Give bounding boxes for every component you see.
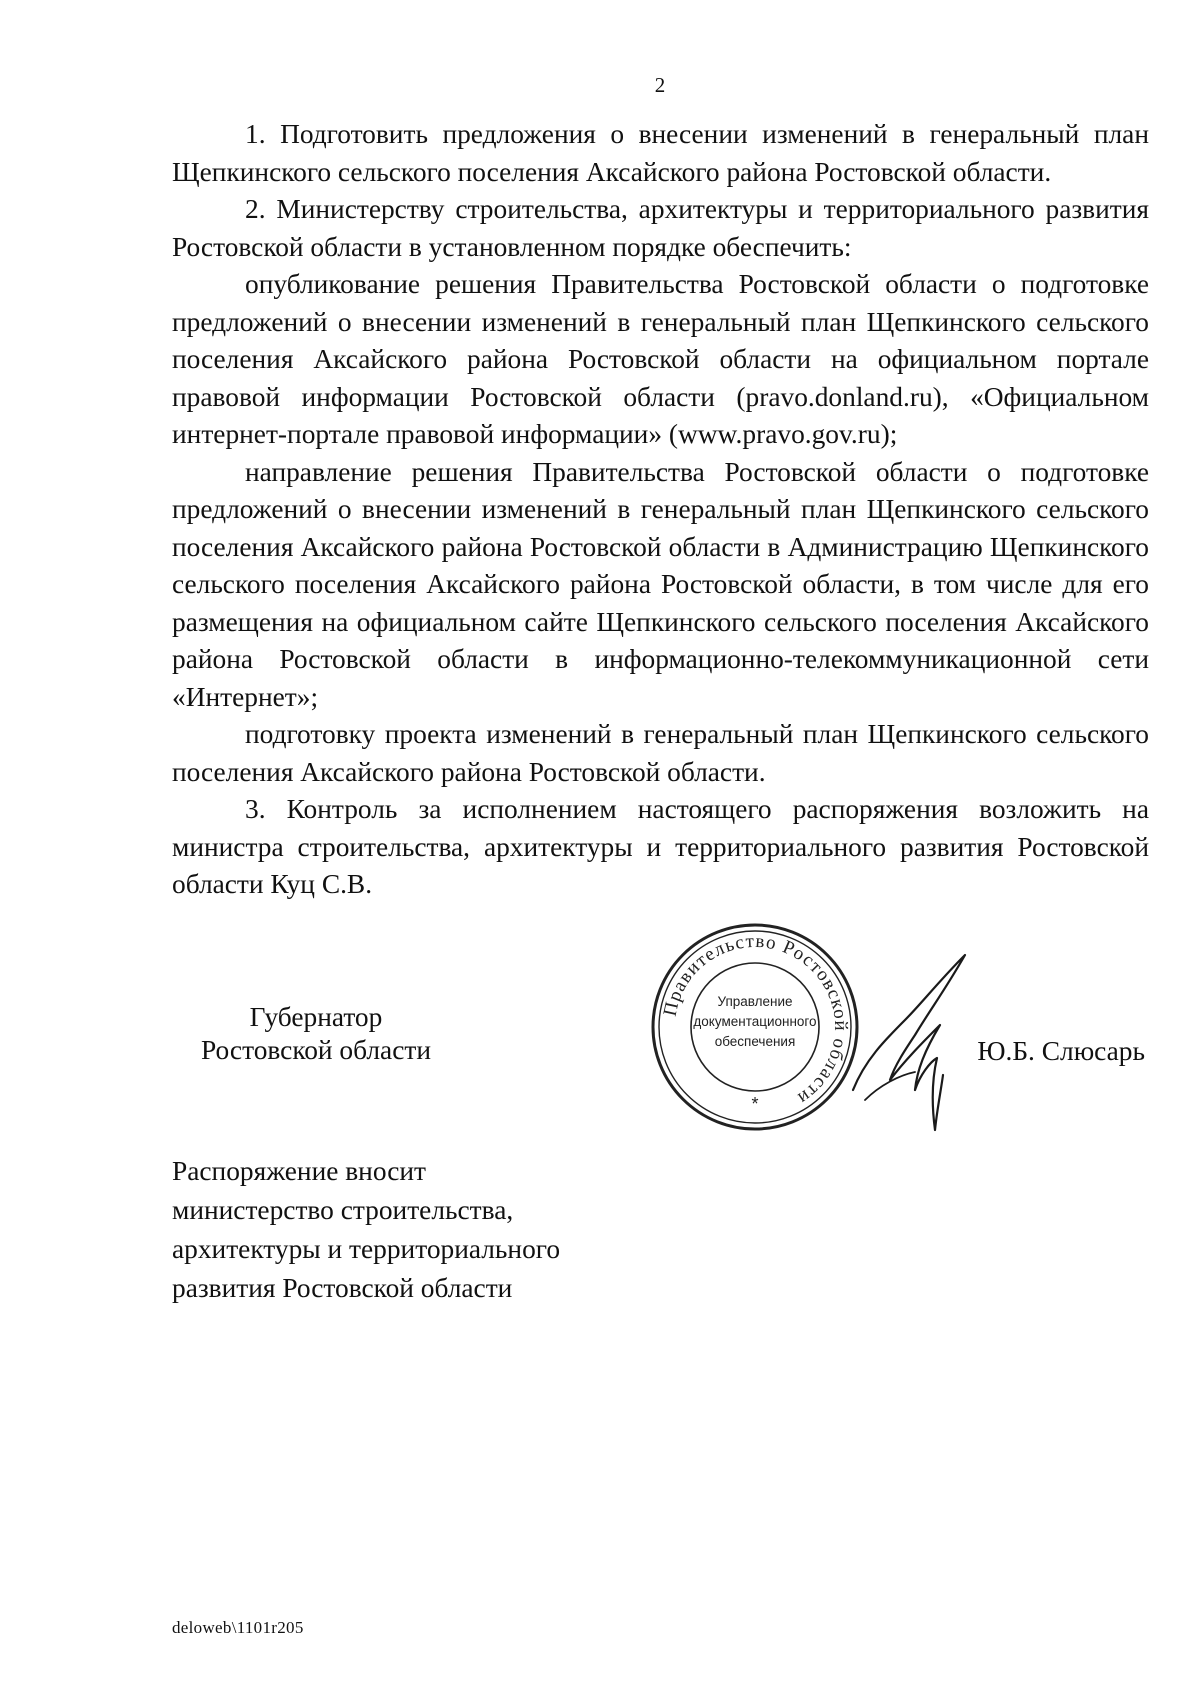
seal-inner-line-1: Управление [717, 994, 793, 1009]
clause-2: 2. Министерству строительства, архитектуры и территориального развития Ростовской области в установленном порядке обеспечить: [172, 194, 1149, 262]
signer-position-line-1: Губернатор [249, 1002, 383, 1032]
clause-3: 3. Контроль за исполнением настоящего распоряжения возложить на министра строительства, архитектуры и территориального развития Ростовской области Куц С.В. [172, 794, 1149, 899]
submitted-line-3: архитектуры и территориального [172, 1234, 561, 1264]
clause-2-direction: направление решения Правительства Ростовской области о подготовке предложений о внесении изменений в генеральный план Щепкинского сельского поселения Аксайского района Ростовской области в Администрацию Щепкинского сельского поселения Аксайского района Ростовской области, в том числе для его размещения на официальном сайте Щепкинского сельского поселения Аксайского района Ростовской области в информационно-телекоммуникационной сети «Интернет»; [172, 456, 1149, 712]
submitted-by-note [172, 1152, 560, 1308]
clause-1: 1. Подготовить предложения о внесении изменений в генеральный план Щепкинского сельского поселения Аксайского района Ростовской области. [172, 119, 1149, 187]
signer-position-line-2: Ростовской области [201, 1035, 431, 1065]
submitted-line-1: Распоряжение вносит [172, 1156, 426, 1186]
clause-2-preparation: подготовку проекта изменений в генеральный план Щепкинского сельского поселения Аксайского района Ростовской области. [172, 719, 1149, 787]
document-code: deloweb\1101r205 [172, 1618, 304, 1637]
submitted-line-2: министерство строительства, [172, 1195, 514, 1225]
submitted-line-4: развития Ростовской области [172, 1273, 513, 1303]
official-seal [650, 922, 860, 1132]
seal-star: * [751, 1094, 759, 1114]
page-number: 2 [654, 73, 666, 97]
seal-outer-text: Правительство Ростовской области [659, 930, 852, 1110]
signer-name: Ю.Б. Слюсарь [977, 1036, 1145, 1066]
handwritten-signature [845, 950, 975, 1140]
seal-inner-line-3: обеспечения [714, 1034, 796, 1049]
signer-position [176, 1001, 456, 1067]
order-body [172, 116, 1149, 904]
seal-inner-line-2: документационного [693, 1014, 817, 1029]
clause-2-publication: опубликование решения Правительства Ростовской области о подготовке предложений о внесении изменений в генеральный план Щепкинского сельского поселения Аксайского района Ростовской области на официальном портале правовой информации Ростовской области (pravo.donland.ru), «Официальном интернет-портале правовой информации» (www.pravo.gov.ru); [172, 269, 1149, 449]
